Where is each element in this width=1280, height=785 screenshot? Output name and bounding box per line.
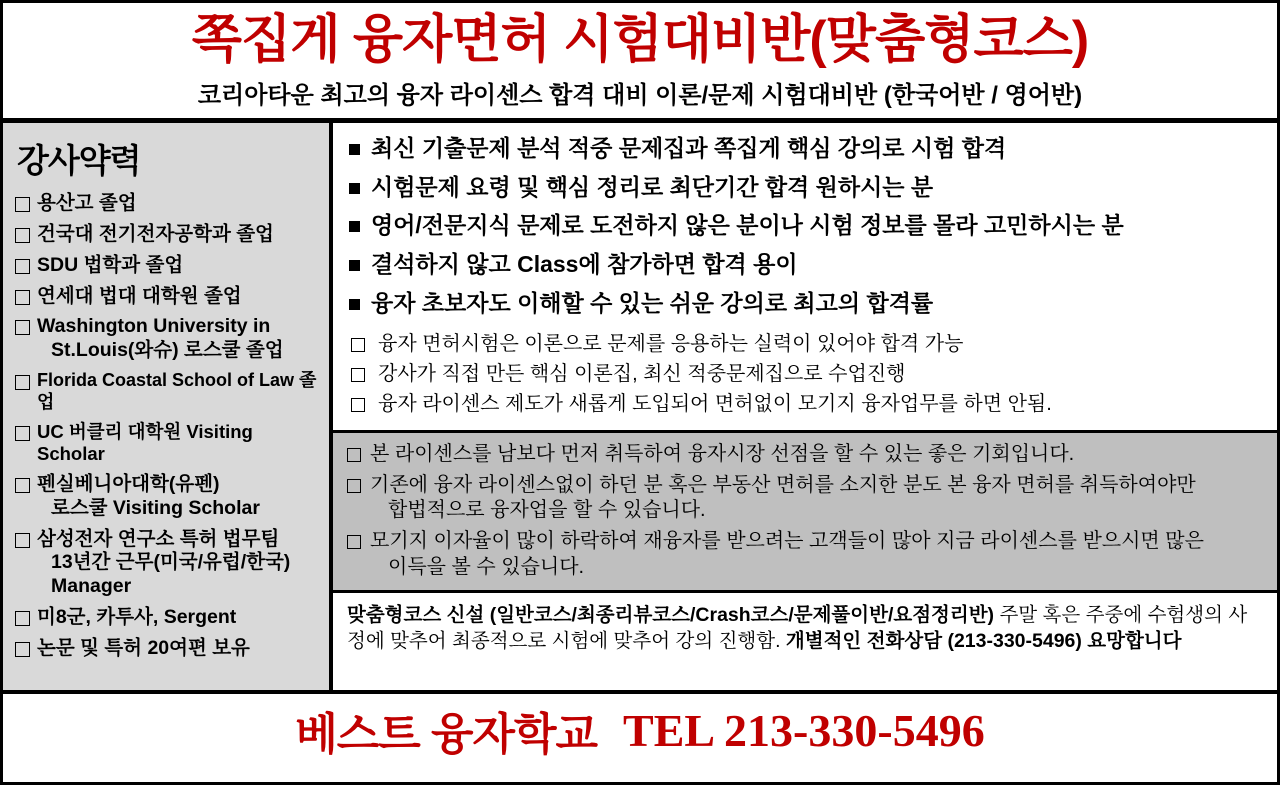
checkbox-icon	[347, 479, 361, 493]
list-item	[15, 637, 319, 661]
list-item-label: 펜실베니아대학(유펜)	[37, 472, 220, 495]
header	[3, 3, 1277, 118]
checkbox-icon	[15, 197, 30, 212]
list-item-label: 융자 라이센스 제도가 새롭게 도입되어 면허없이 모기지 융자업무를 하면 안됨.	[378, 393, 1052, 416]
checkbox-icon	[15, 642, 30, 657]
checkbox-icon	[15, 375, 30, 390]
list-item-label: 논문 및 특허 20여편 보유	[37, 636, 250, 659]
list-item	[351, 332, 1265, 356]
square-bullet-icon	[349, 299, 360, 310]
list-item	[15, 370, 319, 414]
list-item	[15, 606, 319, 630]
list-item-label: 결석하지 않고 Class에 참가하면 합격 용이	[371, 251, 798, 278]
benefits-list	[333, 123, 1277, 330]
body	[3, 123, 1277, 690]
list-item-label: 모기지 이자율이 많이 하락하여 재융자를 받으려는 고객들이 많아 지금 라이센스를 받으시면 많은	[370, 529, 1204, 552]
checkbox-icon	[351, 398, 365, 412]
list-item	[349, 251, 1265, 279]
checkbox-icon	[15, 259, 30, 274]
list-item	[15, 285, 319, 309]
list-item	[349, 174, 1265, 202]
square-bullet-icon	[349, 221, 360, 232]
list-item-label: UC 버클리 대학원 Visiting Scholar	[37, 420, 253, 465]
page-subtitle: 코리아타운 최고의 융자 라이센스 합격 대비 이론/문제 시험대비반 (한국어반 / 영어반)	[197, 82, 1083, 110]
square-bullet-icon	[349, 144, 360, 155]
list-item-label-cont: 13년간 근무(미국/유럽/한국)	[51, 551, 291, 574]
closing-part-1: 맞춤형코스 신설 (일반코스/최종리뷰코스/Crash코스/문제풀이반/요점정리반)	[347, 604, 995, 627]
list-item-label-cont: 로스쿨 Visiting Scholar	[51, 496, 260, 519]
list-item	[15, 254, 319, 278]
phone-number[interactable]: TEL 213-330-5496	[623, 704, 985, 756]
checkbox-icon	[351, 368, 365, 382]
checkbox-icon	[15, 478, 30, 493]
list-item-label: 융자 면허시험은 이론으로 문제를 응용하는 실력이 있어야 합격 가능	[378, 333, 964, 356]
checkbox-icon	[15, 533, 30, 548]
list-item	[15, 192, 319, 216]
list-item-label: 최신 기출문제 분석 적중 문제집과 쪽집게 핵심 강의로 시험 합격	[371, 135, 1007, 162]
list-item-label: 미8군, 카투사, Sergent	[37, 605, 237, 628]
list-item-label: 삼성전자 연구소 특허 법무팀	[37, 527, 280, 550]
page-title: 쪽집게 융자면허 시험대비반(맞춤형코스)	[191, 11, 1089, 69]
checkbox-icon	[15, 320, 30, 335]
square-bullet-icon	[349, 260, 360, 271]
list-item	[349, 290, 1265, 318]
closing-part-3: 개별적인 전화상담 (213-330-5496) 요망합니다	[785, 629, 1182, 652]
list-item	[351, 392, 1265, 416]
checkbox-icon	[347, 448, 361, 462]
footer	[3, 690, 1277, 766]
instructor-sidebar	[3, 123, 333, 690]
list-item-label: 시험문제 요령 및 핵심 정리로 최단기간 합격 원하시는 분	[371, 173, 934, 200]
details-list	[333, 330, 1277, 430]
list-item	[347, 473, 1263, 524]
list-item-label: 기존에 융자 라이센스없이 하던 분 혹은 부동산 면허를 소지한 분도 본 융자 면허를 취득하여야만	[370, 473, 1196, 496]
list-item	[15, 223, 319, 247]
list-item-label: Florida Coastal School of Law 졸업	[37, 369, 317, 412]
list-item	[349, 212, 1265, 240]
list-item-label: 용산고 졸업	[37, 192, 137, 215]
list-item-label: 연세대 법대 대학원 졸업	[37, 284, 242, 307]
list-item	[15, 315, 319, 363]
list-item	[15, 473, 319, 521]
list-item	[349, 135, 1265, 163]
list-item	[15, 421, 319, 466]
list-item-label: SDU 법학과 졸업	[37, 253, 184, 276]
list-item	[347, 529, 1263, 580]
closing-part-2: 주말 혹은 주중에 수험생의 사정에 맞추어 최종적으로 시험에 맞추어 강의 진행함.	[347, 604, 1248, 652]
closing-paragraph	[333, 593, 1277, 660]
checkbox-icon	[351, 338, 365, 352]
checkbox-icon	[15, 228, 30, 243]
list-item-label-cont2: Manager	[51, 575, 132, 598]
list-item-label: 융자 초보자도 이해할 수 있는 쉬운 강의로 최고의 합격률	[371, 289, 934, 316]
list-item-label-cont: St.Louis(와슈) 로스쿨 졸업	[51, 339, 284, 362]
list-item-label: 본 라이센스를 남보다 먼저 취득하여 융자시장 선점을 할 수 있는 좋은 기회입니다.	[370, 443, 1075, 466]
company-name: 베스트 융자학교	[295, 710, 598, 760]
square-bullet-icon	[349, 183, 360, 194]
notice-band	[333, 430, 1277, 593]
sidebar-heading: 강사약력	[17, 142, 141, 180]
list-item-label: 강사가 직접 만든 핵심 이론집, 최신 적중문제집으로 수업진행	[378, 363, 906, 386]
list-item-label: 영어/전문지식 문제로 도전하지 않은 분이나 시험 정보를 몰라 고민하시는 분	[371, 212, 1124, 239]
list-item-label-cont: 합법적으로 융자업을 할 수 있습니다.	[388, 499, 706, 522]
checkbox-icon	[15, 611, 30, 626]
list-item	[15, 528, 319, 599]
list-item-label-cont: 이득을 볼 수 있습니다.	[388, 555, 585, 578]
checkbox-icon	[347, 535, 361, 549]
list-item-label: Washington University in	[37, 315, 271, 338]
main-content	[333, 123, 1277, 690]
list-item	[347, 442, 1263, 468]
checkbox-icon	[15, 290, 30, 305]
list-item-label: 건국대 전기전자공학과 졸업	[37, 223, 274, 246]
checkbox-icon	[15, 426, 30, 441]
list-item	[351, 362, 1265, 386]
